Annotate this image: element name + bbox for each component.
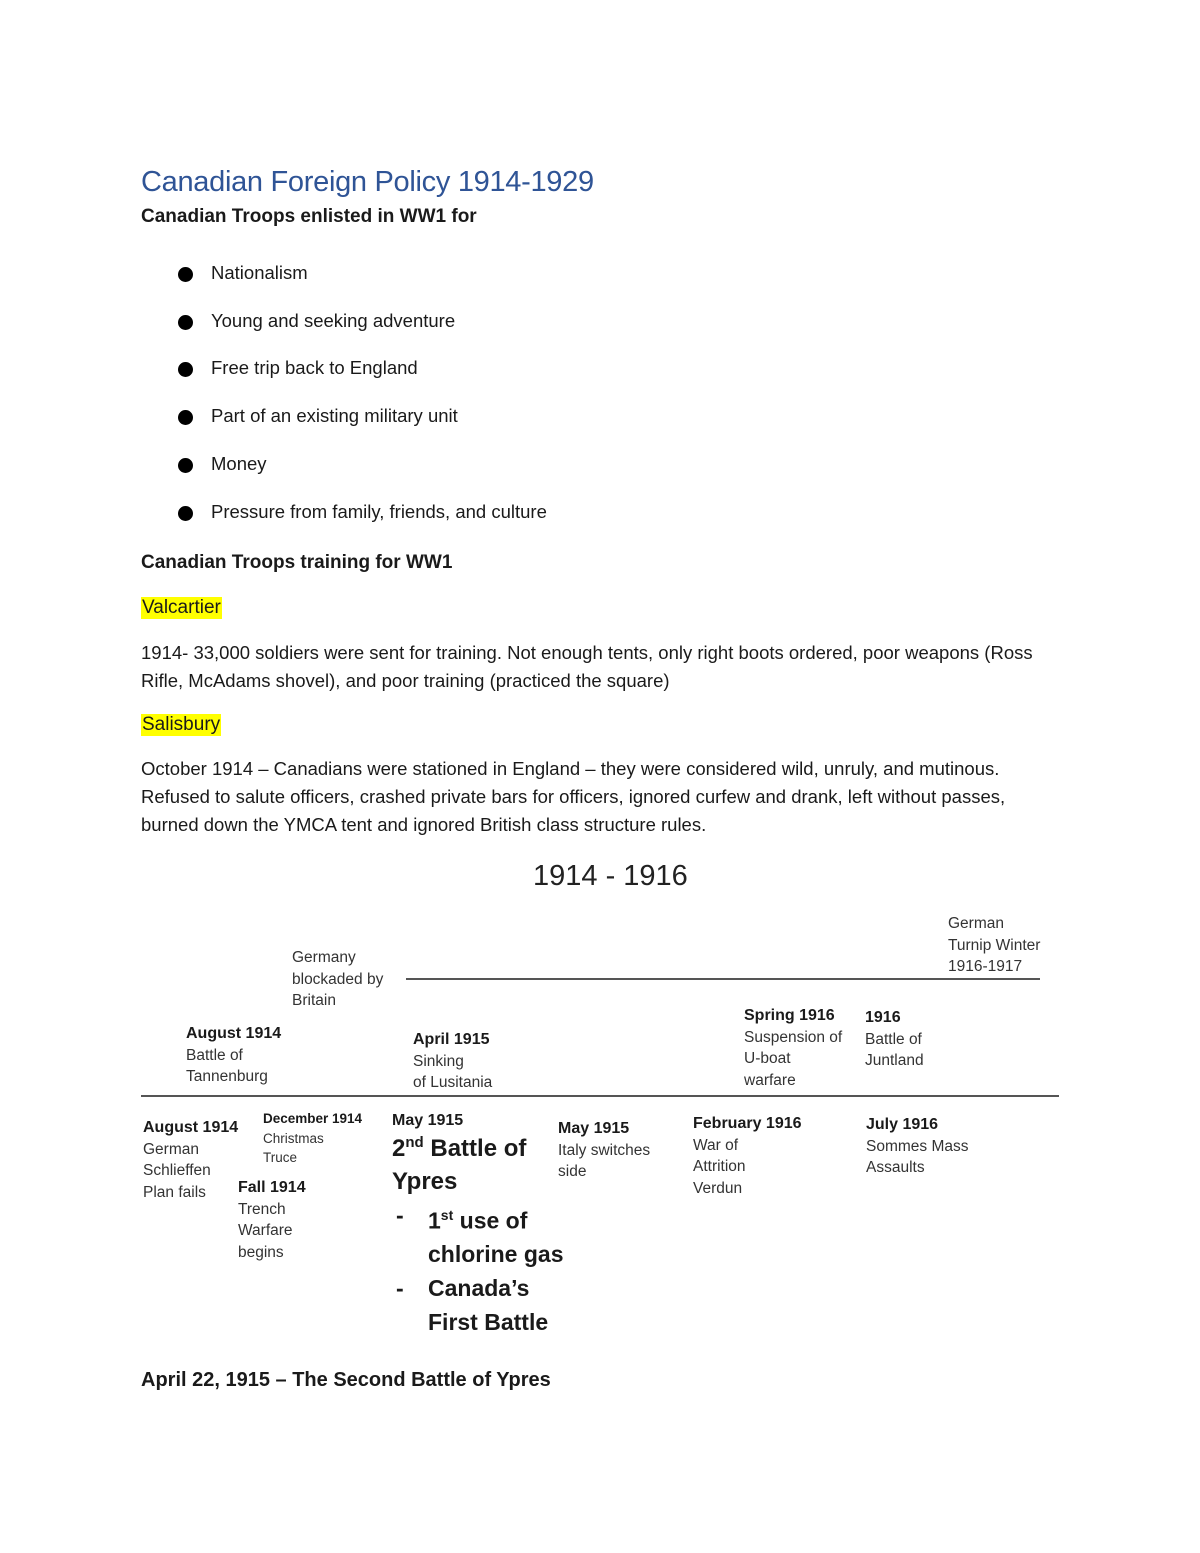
list-item-text: Money xyxy=(211,453,267,474)
salisbury-label: Salisbury xyxy=(142,714,221,735)
list-item-text: Pressure from family, friends, and culture xyxy=(211,501,547,522)
valcartier-label: Valcartier xyxy=(142,597,221,618)
ypres-date: May 1915 xyxy=(392,1112,464,1129)
list-item-text: Nationalism xyxy=(211,262,308,283)
timeline-event-uboat: Spring 1916 Suspension of U-boat warfare xyxy=(744,1007,843,1089)
timeline-event-italy: May 1915 Italy switches side xyxy=(558,1120,651,1180)
bullet-icon xyxy=(178,410,193,425)
timeline-event-sommes: July 1916 Sommes Mass Assaults xyxy=(866,1116,969,1176)
enlist-heading: Canadian Troops enlisted in WW1 for xyxy=(141,206,477,227)
bullet-icon xyxy=(178,362,193,377)
bullet-icon xyxy=(178,458,193,473)
blockade-duration-line xyxy=(406,978,1040,980)
timeline-title: 1914 - 1916 xyxy=(533,860,688,892)
bullet-icon xyxy=(178,506,193,521)
bullet-icon xyxy=(178,315,193,330)
timeline-event-blockade: Germany blockaded by Britain xyxy=(292,949,384,1009)
salisbury-text: October 1914 – Canadians were stationed in England – they were considered wild, unruly, and mutinous. Refused to salute officers, crashed private bars for officers, ignored curfew and drank, left without passes, burned down the YMCA tent and ignored British class structure rules. xyxy=(141,758,1006,835)
timeline-event-christmas-truce: December 1914 Christmas Truce xyxy=(263,1111,363,1165)
timeline-event-turnip-winter: German Turnip Winter 1916-1917 xyxy=(948,915,1041,975)
timeline-event-lusitania: April 1915 Sinking of Lusitania xyxy=(413,1031,493,1091)
list-item-text: Young and seeking adventure xyxy=(211,310,456,331)
page-title: Canadian Foreign Policy 1914-1929 xyxy=(141,166,594,198)
valcartier-text: 1914- 33,000 soldiers were sent for training. Not enough tents, only right boots ordered, poor weapons (Ross Rifle, McAdams shovel), and poor training (practiced the square) xyxy=(141,642,1033,691)
timeline-event-ypres xyxy=(392,1110,563,1339)
list-item: - 1st use of chlorine gas xyxy=(396,1201,564,1268)
ypres-points xyxy=(392,1198,563,1340)
list-item-text: Part of an existing military unit xyxy=(211,405,458,426)
timeline-axis xyxy=(141,1095,1059,1097)
timeline-event-trench-warfare: Fall 1914 Trench Warfare begins xyxy=(238,1179,306,1261)
timeline-event-verdun: February 1916 War of Attrition Verdun xyxy=(693,1115,802,1197)
timeline-event-juntland: 1916 Battle of Juntland xyxy=(865,1009,924,1069)
list-item: - Canada’s First Battle xyxy=(396,1275,549,1336)
ypres-title: 2nd Battle of Ypres xyxy=(392,1133,527,1195)
bullet-icon xyxy=(178,267,193,282)
ypres-heading: April 22, 1915 – The Second Battle of Ypres xyxy=(141,1369,551,1391)
training-heading: Canadian Troops training for WW1 xyxy=(141,552,453,573)
list-item-text: Free trip back to England xyxy=(211,357,418,378)
timeline-event-schlieffen: August 1914 German Schlieffen Plan fails xyxy=(143,1119,239,1201)
timeline-event-tannenburg: August 1914 Battle of Tannenburg xyxy=(186,1025,282,1085)
